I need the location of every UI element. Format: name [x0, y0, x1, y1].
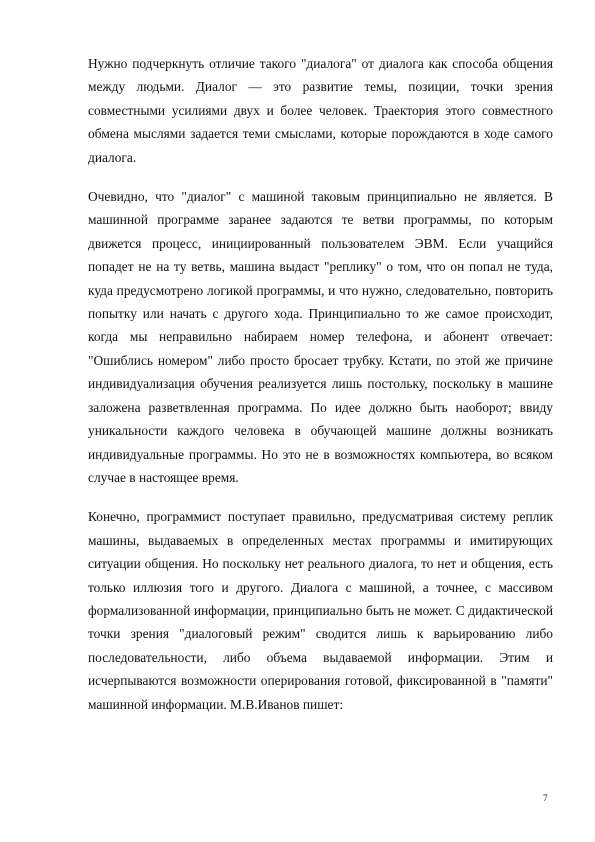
paragraph-2: Очевидно, что "диалог" с машиной таковым принципиально не является. В машинной программе заранее задаются те ветви программы, по которым движется процесс, инициированный пользователем ЭВМ. Если учащийся попадет не на ту ветвь, машина выдаст "реплику" о том, что он попал не туда, куда предусмотрено логикой программы, и что нужно, следовательно, повторить попытку или начать с другого хода. Принципиально то же самое происходит, когда мы неправильно набираем номер телефона, и абонент отвечает: "Ошиблись номером" либо просто бросает трубку. Кстати, по этой же причине индивидуализация обучения реализуется лишь постольку, поскольку в машине заложена разветвленная программа. По идее должно быть наоборот; ввиду уникальности каждого человека в обучающей машине должны возникать индивидуальные программы. Но это не в возможностях компьютера, во всяком случае в настоящее время. [88, 189, 553, 485]
paragraph-3: Конечно, программист поступает правильно, предусматривая систему реплик машины, выдаваемых в определенных местах программы и имитирующих ситуации общения. Но поскольку нет реального диалога, то нет и общения, есть только иллюзия того и другого. Диалога с машиной, а точнее, с массивом формализованной информации, принципиально быть не может. С дидактической точки зрения "диалоговый режим" сводится лишь к варьированию либо последовательности, либо объема выдаваемой информации. Этим и исчерпываются возможности оперирования готовой, фиксированной в "памяти" машинной информации. М.В.Иванов пишет: [88, 509, 553, 712]
paragraph-1: Нужно подчеркнуть отличие такого "диалога" от диалога как способа общения между людьми. Диалог — это развитие темы, позиции, точки зрения совместными усилиями двух и более человек. Траектория этого совместного обмена мыслями задается теми смыслами, которые порождаются в ходе самого диалога. [88, 56, 553, 165]
body-text [88, 52, 553, 716]
page-number: 7 [543, 794, 548, 804]
